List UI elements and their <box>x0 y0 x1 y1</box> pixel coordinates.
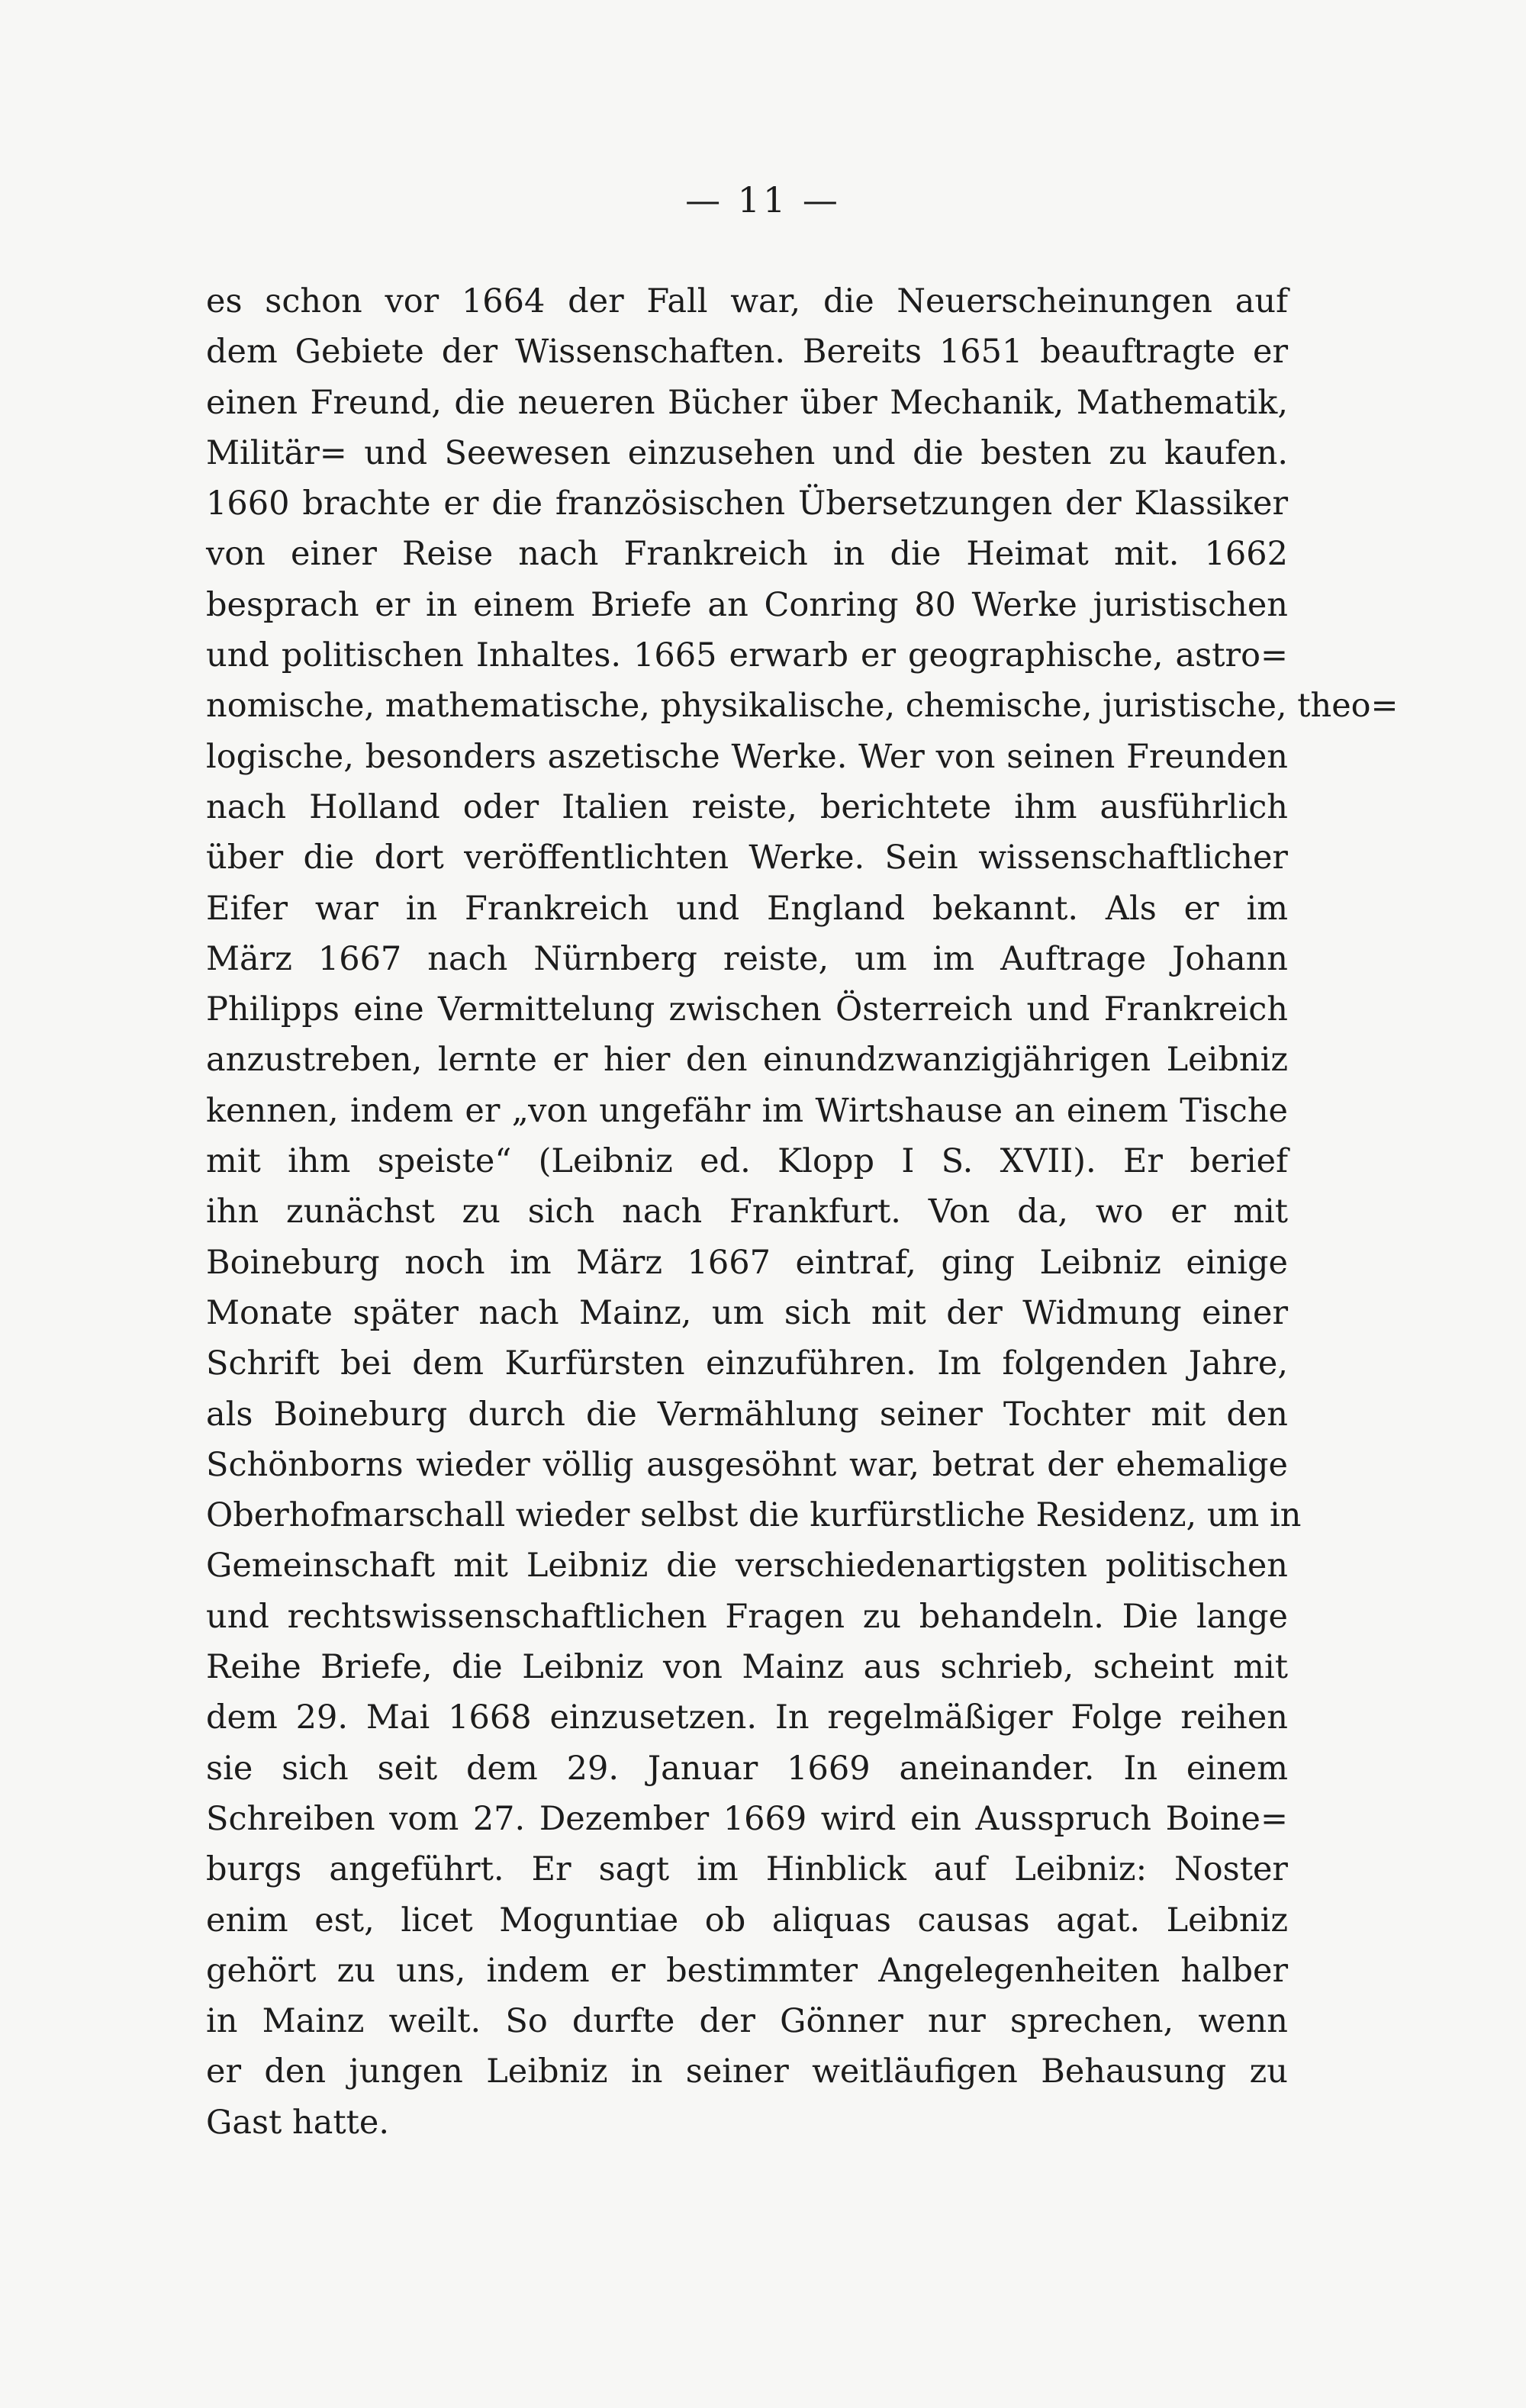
text-line: März 1667 nach Nürnberg reiste, um im Auftrage Johann <box>206 939 1288 978</box>
text-line: Eifer war in Frankreich und England bekannt. Als er im <box>206 889 1288 928</box>
text-line: dem Gebiete der Wissenschaften. Bereits 1651 beauftragte er <box>206 333 1288 372</box>
page-number: — 11 — <box>685 179 841 221</box>
text-line: Militär= und Seewesen einzusehen und die besten zu kaufen. <box>206 433 1288 472</box>
text-line: gehört zu uns, indem er bestimmter Angelegenheiten halber <box>206 1951 1288 1990</box>
text-line: und rechtswissenschaftlichen Fragen zu behandeln. Die lange <box>206 1597 1288 1636</box>
text-line: logische, besonders aszetische Werke. Wer von seinen Freunden <box>206 737 1288 776</box>
text-line: enim est, licet Moguntiae ob aliquas causas agat. Leibniz <box>206 1901 1288 1940</box>
text-line: einen Freund, die neueren Bücher über Mechanik, Mathematik, <box>206 383 1288 422</box>
text-line: es schon vor 1664 der Fall war, die Neuerscheinungen auf <box>206 282 1288 320</box>
text-line: nach Holland oder Italien reiste, berichtete ihm ausführlich <box>206 787 1288 826</box>
text-line: Schrift bei dem Kurfürsten einzuführen. Im folgenden Jahre, <box>206 1344 1288 1383</box>
text-line: 1660 brachte er die französischen Übersetzungen der Klassiker <box>206 484 1288 523</box>
text-line: ihn zunächst zu sich nach Frankfurt. Von da, wo er mit <box>206 1193 1288 1231</box>
text-line: mit ihm speiste“ (Leibniz ed. Klopp I S. XVII). Er berief <box>206 1142 1288 1181</box>
text-line: dem 29. Mai 1668 einzusetzen. In regelmäßiger Folge reihen <box>206 1698 1288 1737</box>
text-line: nomische, mathematische, physikalische, chemische, juristische, theo= <box>206 687 1399 726</box>
text-line: anzustreben, lernte er hier den einundzwanzigjährigen Leibniz <box>206 1041 1288 1080</box>
text-line: Gast hatte. <box>206 2103 390 2142</box>
text-line: Gemeinschaft mit Leibniz die verschiedenartigsten politischen <box>206 1547 1288 1585</box>
text-line: als Boineburg durch die Vermählung seiner Tochter mit den <box>206 1395 1288 1434</box>
text-line: Boineburg noch im März 1667 eintraf, ging Leibniz einige <box>206 1243 1288 1282</box>
text-line: Reihe Briefe, die Leibniz von Mainz aus schrieb, scheint mit <box>206 1648 1288 1687</box>
text-line: Monate später nach Mainz, um sich mit der Widmung einer <box>206 1293 1288 1332</box>
text-line: Schreiben vom 27. Dezember 1669 wird ein Ausspruch Boine= <box>206 1799 1288 1838</box>
text-line: Philipps eine Vermittelung zwischen Österreich und Frankreich <box>206 990 1288 1029</box>
text-line: Schönborns wieder völlig ausgesöhnt war, betrat der ehemalige <box>206 1445 1288 1484</box>
text-line: kennen, indem er „von ungefähr im Wirtshause an einem Tische <box>206 1091 1288 1130</box>
text-line: burgs angeführt. Er sagt im Hinblick auf Leibniz: Noster <box>206 1850 1288 1889</box>
text-line: und politischen Inhaltes. 1665 erwarb er geographische, astro= <box>206 636 1288 675</box>
body-text <box>206 276 1399 2148</box>
text-line: sie sich seit dem 29. Januar 1669 aneinander. In einem <box>206 1749 1288 1788</box>
text-line: über die dort veröffentlichten Werke. Sein wissenschaftlicher <box>206 839 1288 877</box>
text-line: Oberhofmarschall wieder selbst die kurfürstliche Residenz, um in <box>206 1496 1302 1535</box>
text-line: er den jungen Leibniz in seiner weitläufigen Behausung zu <box>206 2052 1288 2091</box>
text-line: besprach er in einem Briefe an Conring 80 Werke juristischen <box>206 585 1288 624</box>
text-line: in Mainz weilt. So durfte der Gönner nur sprechen, wenn <box>206 2002 1288 2041</box>
text-line: von einer Reise nach Frankreich in die Heimat mit. 1662 <box>206 535 1288 574</box>
